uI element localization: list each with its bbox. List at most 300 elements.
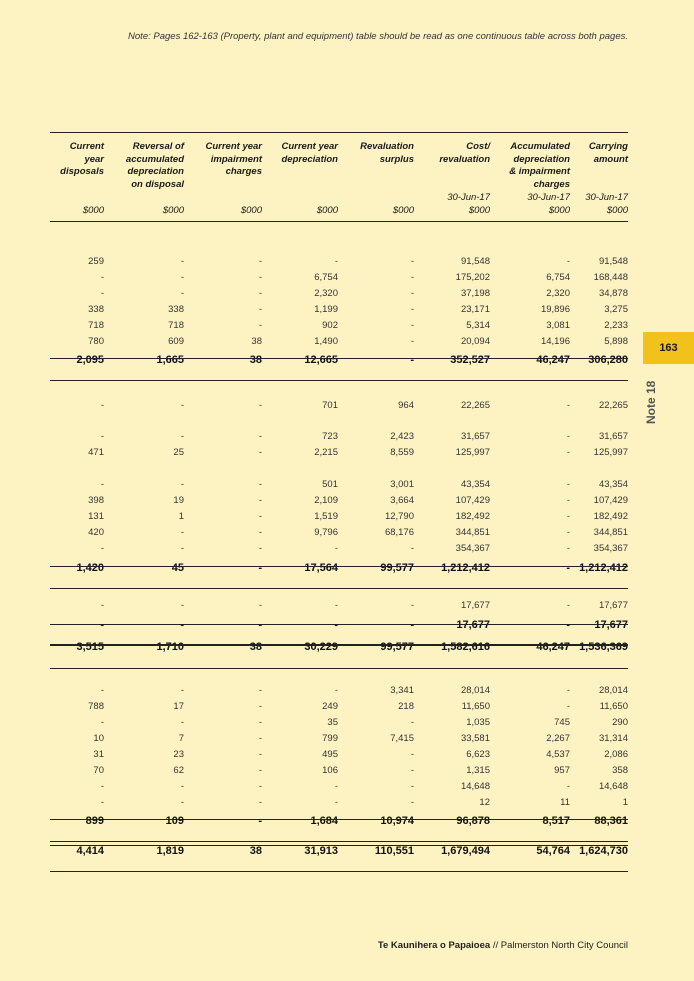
table-cell: 11,650 xyxy=(599,701,628,712)
table-row xyxy=(50,700,628,716)
table-cell: 88,361 xyxy=(594,815,628,827)
table-cell: 31,657 xyxy=(598,431,628,442)
table-cell: 2,109 xyxy=(314,495,338,506)
table-cell: 8,559 xyxy=(390,447,414,458)
column-unit: $000 xyxy=(392,205,414,216)
total-row xyxy=(50,354,628,370)
table-cell: 17,677 xyxy=(594,619,628,631)
table-cell: 1,212,412 xyxy=(441,562,490,574)
table-cell: - xyxy=(180,600,184,611)
table-cell: 1,582,616 xyxy=(441,641,490,653)
table-cell: 12,790 xyxy=(384,511,414,522)
note-side-label: Note 18 xyxy=(644,380,658,424)
table-cell: 354,367 xyxy=(455,543,490,554)
rule-line xyxy=(50,668,628,669)
page-note: Note: Pages 162-163 (Property, plant and equipment) table should be read as one continuous table across both pages. xyxy=(128,31,628,42)
table-cell: 22,265 xyxy=(460,400,490,411)
table-cell: - xyxy=(566,781,570,792)
table-cell: 31 xyxy=(93,749,104,760)
table-cell: 10,974 xyxy=(380,815,414,827)
table-cell: 17,677 xyxy=(460,600,490,611)
table-cell: 1,212,412 xyxy=(579,562,628,574)
total-row xyxy=(50,845,628,861)
table-cell: 28,014 xyxy=(598,685,628,696)
column-unit: $000 xyxy=(162,205,184,216)
table-cell: 5,314 xyxy=(466,320,490,331)
table-cell: - xyxy=(410,320,414,331)
table-cell: - xyxy=(566,447,570,458)
table-cell: 3,001 xyxy=(390,479,414,490)
table-cell: 338 xyxy=(88,304,104,315)
table-cell: - xyxy=(258,765,262,776)
table-cell: - xyxy=(566,619,570,631)
table-cell: 780 xyxy=(88,336,104,347)
table-cell: - xyxy=(180,717,184,728)
table-cell: 46,247 xyxy=(536,354,570,366)
table-cell: 745 xyxy=(554,717,570,728)
table-cell: 125,997 xyxy=(593,447,628,458)
table-cell: 125,997 xyxy=(455,447,490,458)
table-cell: 2,086 xyxy=(604,749,628,760)
table-cell: 2,320 xyxy=(314,288,338,299)
table-cell: - xyxy=(100,781,104,792)
table-cell: 964 xyxy=(398,400,414,411)
table-cell: - xyxy=(566,256,570,267)
table-cell: 1,624,730 xyxy=(579,845,628,857)
column-header-line: charges xyxy=(225,166,262,178)
table-cell: 23 xyxy=(173,749,184,760)
column-unit: $000 xyxy=(548,205,570,216)
table-cell: - xyxy=(566,495,570,506)
table-cell: 182,492 xyxy=(593,511,628,522)
table-cell: - xyxy=(100,288,104,299)
column-unit: $000 xyxy=(240,205,262,216)
table-cell: - xyxy=(410,272,414,283)
column-header xyxy=(184,141,262,179)
table-cell: 91,548 xyxy=(460,256,490,267)
table-cell: - xyxy=(180,527,184,538)
table-cell: 14,648 xyxy=(598,781,628,792)
table-cell: 344,851 xyxy=(593,527,628,538)
column-header xyxy=(412,141,490,166)
table-cell: 1,679,494 xyxy=(441,845,490,857)
table-cell: 1 xyxy=(178,511,184,522)
column-header-line: surplus xyxy=(379,153,414,165)
column-header-line: & impairment xyxy=(509,166,570,178)
table-cell: - xyxy=(100,600,104,611)
rule-line xyxy=(50,819,628,820)
table-cell: 106 xyxy=(322,765,338,776)
table-cell: 107,429 xyxy=(455,495,490,506)
ppe-table xyxy=(50,132,628,857)
table-cell: - xyxy=(258,543,262,554)
table-row xyxy=(50,335,628,351)
table-cell: 358 xyxy=(612,765,628,776)
table-cell: - xyxy=(258,304,262,315)
table-row xyxy=(50,494,628,510)
table-cell: 45 xyxy=(171,562,184,574)
table-cell: - xyxy=(258,256,262,267)
table-row xyxy=(50,510,628,526)
column-date: 30-Jun-17 xyxy=(527,192,570,203)
table-cell: 723 xyxy=(322,431,338,442)
rule-line xyxy=(50,871,628,872)
column-header xyxy=(26,141,104,179)
table-cell: 7 xyxy=(178,733,184,744)
table-cell: 34,878 xyxy=(598,288,628,299)
rule-line xyxy=(50,588,628,589)
table-cell: 17 xyxy=(173,701,184,712)
table-cell: - xyxy=(410,619,414,631)
table-cell: - xyxy=(180,685,184,696)
table-cell: - xyxy=(100,431,104,442)
table-row xyxy=(50,526,628,542)
column-unit: $000 xyxy=(82,205,104,216)
total-row xyxy=(50,815,628,831)
table-cell: 902 xyxy=(322,320,338,331)
table-cell: - xyxy=(258,600,262,611)
table-cell: 1,819 xyxy=(156,845,184,857)
table-cell: 701 xyxy=(322,400,338,411)
table-cell: - xyxy=(334,781,338,792)
table-cell: - xyxy=(566,431,570,442)
table-row xyxy=(50,732,628,748)
table-cell: - xyxy=(258,320,262,331)
table-cell: 718 xyxy=(168,320,184,331)
rule-line xyxy=(50,624,628,625)
table-cell: - xyxy=(180,619,184,631)
footer-council-name: Palmerston North City Council xyxy=(500,940,628,951)
total-row xyxy=(50,562,628,578)
table-cell: 290 xyxy=(612,717,628,728)
table-cell: 420 xyxy=(88,527,104,538)
column-header-line: Current xyxy=(69,141,104,152)
table-cell: 10 xyxy=(93,733,104,744)
table-cell: - xyxy=(410,717,414,728)
table-row xyxy=(50,319,628,335)
table-cell: - xyxy=(100,400,104,411)
table-cell: - xyxy=(258,527,262,538)
table-cell: 7,415 xyxy=(390,733,414,744)
table-cell: - xyxy=(258,562,262,574)
table-cell: 1,665 xyxy=(156,354,184,366)
column-header-line: year xyxy=(84,153,104,165)
table-row xyxy=(50,478,628,494)
table-cell: - xyxy=(258,495,262,506)
column-header-line: depreciation xyxy=(281,153,338,165)
table-cell: 31,314 xyxy=(598,733,628,744)
table-cell: - xyxy=(334,600,338,611)
table-cell: - xyxy=(566,701,570,712)
table-cell: - xyxy=(100,479,104,490)
table-row xyxy=(50,287,628,303)
table-cell: 19,896 xyxy=(540,304,570,315)
table-cell: 1,519 xyxy=(314,511,338,522)
table-cell: 3,515 xyxy=(76,641,104,653)
rule-line xyxy=(50,841,628,842)
table-cell: 2,320 xyxy=(546,288,570,299)
table-cell: 354,367 xyxy=(593,543,628,554)
rule-line xyxy=(50,380,628,381)
total-row xyxy=(50,619,628,635)
table-cell: 43,354 xyxy=(598,479,628,490)
table-cell: 1,199 xyxy=(314,304,338,315)
column-header-line: Carrying xyxy=(588,141,628,152)
table-cell: 1,420 xyxy=(76,562,104,574)
column-date: 30-Jun-17 xyxy=(447,192,490,203)
column-unit: $000 xyxy=(606,205,628,216)
table-row xyxy=(50,748,628,764)
table-cell: 398 xyxy=(88,495,104,506)
rule-line xyxy=(50,645,628,646)
table-cell: 12 xyxy=(479,797,490,808)
table-cell: 6,623 xyxy=(466,749,490,760)
column-header-line: depreciation xyxy=(513,153,570,165)
column-header-line: Reversal of xyxy=(132,141,184,152)
column-header-line: Cost/ xyxy=(466,141,490,152)
table-cell: 28,014 xyxy=(460,685,490,696)
table-cell: - xyxy=(258,749,262,760)
table-cell: 6,754 xyxy=(546,272,570,283)
table-cell: 788 xyxy=(88,701,104,712)
table-cell: - xyxy=(180,288,184,299)
table-row xyxy=(50,271,628,287)
table-cell: 17,564 xyxy=(304,562,338,574)
table-row xyxy=(50,542,628,558)
table-cell: - xyxy=(410,749,414,760)
table-cell: 30,229 xyxy=(304,641,338,653)
table-cell: - xyxy=(258,288,262,299)
table-cell: 35 xyxy=(327,717,338,728)
table-cell: 38 xyxy=(249,845,262,857)
table-cell: 4,414 xyxy=(76,845,104,857)
table-cell: - xyxy=(334,619,338,631)
column-header-line: impairment xyxy=(210,153,262,165)
column-header xyxy=(106,141,184,191)
table-cell: 3,341 xyxy=(390,685,414,696)
table-row xyxy=(50,446,628,462)
table-cell: 218 xyxy=(398,701,414,712)
table-row xyxy=(50,303,628,319)
table-cell: 131 xyxy=(88,511,104,522)
table-cell: - xyxy=(334,256,338,267)
table-cell: 14,648 xyxy=(460,781,490,792)
table-cell: 471 xyxy=(88,447,104,458)
table-cell: - xyxy=(258,701,262,712)
table-cell: 12,665 xyxy=(304,354,338,366)
table-cell: - xyxy=(410,354,414,366)
table-cell: - xyxy=(258,815,262,827)
table-cell: 46,247 xyxy=(536,641,570,653)
table-cell: - xyxy=(334,543,338,554)
column-header-line: charges xyxy=(533,178,570,190)
table-cell: 2,095 xyxy=(76,354,104,366)
table-cell: - xyxy=(410,543,414,554)
table-cell: - xyxy=(258,781,262,792)
table-cell: 1,315 xyxy=(466,765,490,776)
table-cell: - xyxy=(180,431,184,442)
table-row xyxy=(50,716,628,732)
table-cell: 344,851 xyxy=(455,527,490,538)
table-cell: - xyxy=(100,717,104,728)
table-cell: 107,429 xyxy=(593,495,628,506)
table-cell: 3,275 xyxy=(604,304,628,315)
page-footer xyxy=(378,940,628,951)
table-cell: 2,233 xyxy=(604,320,628,331)
table-cell: - xyxy=(180,543,184,554)
rule-line xyxy=(50,358,628,359)
table-cell: - xyxy=(566,511,570,522)
column-header-line: revaluation xyxy=(439,153,490,165)
table-cell: 91,548 xyxy=(598,256,628,267)
table-cell: 22,265 xyxy=(598,400,628,411)
table-cell: 38 xyxy=(251,336,262,347)
table-cell: 495 xyxy=(322,749,338,760)
column-unit: $000 xyxy=(468,205,490,216)
table-cell: - xyxy=(100,619,104,631)
table-cell: 99,577 xyxy=(380,562,414,574)
table-cell: - xyxy=(410,600,414,611)
table-cell: 38 xyxy=(249,641,262,653)
table-cell: - xyxy=(258,431,262,442)
table-cell: - xyxy=(258,447,262,458)
table-cell: 33,581 xyxy=(460,733,490,744)
column-header-line: amount xyxy=(593,153,628,165)
table-cell: - xyxy=(258,400,262,411)
table-cell: - xyxy=(100,685,104,696)
table-cell: 1,710 xyxy=(156,641,184,653)
table-cell: 899 xyxy=(85,815,104,827)
table-cell: 2,423 xyxy=(390,431,414,442)
table-cell: 70 xyxy=(93,765,104,776)
table-row xyxy=(50,430,628,446)
table-cell: - xyxy=(180,272,184,283)
table-cell: 1,035 xyxy=(466,717,490,728)
footer-separator: // xyxy=(490,940,501,951)
column-header-line: on disposal xyxy=(131,178,184,190)
table-cell: - xyxy=(100,543,104,554)
column-header-line: Accumulated xyxy=(510,141,570,152)
footer-org: Te Kaunihera o Papaioea xyxy=(377,940,491,951)
table-cell: 14,196 xyxy=(540,336,570,347)
table-cell: - xyxy=(258,619,262,631)
column-header-line: accumulated xyxy=(125,153,184,165)
table-row xyxy=(50,599,628,615)
table-cell: - xyxy=(334,797,338,808)
table-cell: 259 xyxy=(88,256,104,267)
table-cell: - xyxy=(566,543,570,554)
table-cell: 9,796 xyxy=(314,527,338,538)
table-cell: - xyxy=(566,479,570,490)
column-header-line: depreciation xyxy=(127,166,184,178)
table-cell: 109 xyxy=(165,815,184,827)
table-cell: 38 xyxy=(249,354,262,366)
table-cell: 6,754 xyxy=(314,272,338,283)
table-row xyxy=(50,796,628,812)
table-cell: - xyxy=(258,479,262,490)
table-cell: - xyxy=(258,685,262,696)
table-cell: 3,664 xyxy=(390,495,414,506)
table-cell: - xyxy=(180,256,184,267)
table-row xyxy=(50,780,628,796)
table-cell: - xyxy=(100,272,104,283)
column-date: 30-Jun-17 xyxy=(585,192,628,203)
rule-line xyxy=(50,566,628,567)
column-header-line: disposals xyxy=(60,166,104,178)
table-cell: 2,267 xyxy=(546,733,570,744)
table-cell: - xyxy=(566,562,570,574)
table-cell: - xyxy=(180,400,184,411)
table-cell: 37,198 xyxy=(460,288,490,299)
table-cell: - xyxy=(410,797,414,808)
table-cell: 338 xyxy=(168,304,184,315)
table-cell: 68,176 xyxy=(384,527,414,538)
table-cell: 8,517 xyxy=(542,815,570,827)
table-cell: - xyxy=(410,304,414,315)
column-header-line: Current year xyxy=(281,141,338,152)
column-unit: $000 xyxy=(316,205,338,216)
table-cell: 182,492 xyxy=(455,511,490,522)
table-cell: - xyxy=(566,600,570,611)
table-cell: 609 xyxy=(168,336,184,347)
table-cell: - xyxy=(180,797,184,808)
table-cell: 718 xyxy=(88,320,104,331)
table-cell: - xyxy=(410,765,414,776)
table-cell: - xyxy=(566,527,570,538)
table-cell: 11 xyxy=(560,797,570,808)
page-number-tab: 163 xyxy=(643,332,694,364)
rule-line xyxy=(50,845,628,846)
table-row xyxy=(50,399,628,415)
table-cell: - xyxy=(258,797,262,808)
table-cell: - xyxy=(258,733,262,744)
table-cell: 43,354 xyxy=(460,479,490,490)
table-cell: 19 xyxy=(173,495,184,506)
table-cell: - xyxy=(334,685,338,696)
column-header-line: Revaluation xyxy=(360,141,414,152)
table-cell: 99,577 xyxy=(380,641,414,653)
table-header xyxy=(50,133,628,222)
table-cell: 17,677 xyxy=(598,600,628,611)
table-row xyxy=(50,684,628,700)
table-cell: 5,898 xyxy=(604,336,628,347)
table-cell: 175,202 xyxy=(455,272,490,283)
table-cell: 23,171 xyxy=(460,304,490,315)
table-cell: - xyxy=(410,781,414,792)
table-cell: 1,684 xyxy=(310,815,338,827)
table-cell: - xyxy=(180,479,184,490)
table-cell: 501 xyxy=(322,479,338,490)
table-cell: - xyxy=(180,781,184,792)
table-cell: 11,650 xyxy=(461,701,490,712)
table-cell: 168,448 xyxy=(593,272,628,283)
table-cell: 1,536,369 xyxy=(579,641,628,653)
table-cell: - xyxy=(258,511,262,522)
table-cell: 352,527 xyxy=(450,354,490,366)
table-cell: - xyxy=(410,336,414,347)
column-header xyxy=(260,141,338,166)
table-cell: 957 xyxy=(554,765,570,776)
table-cell: 25 xyxy=(173,447,184,458)
table-cell: 1,490 xyxy=(314,336,338,347)
column-header xyxy=(336,141,414,166)
table-cell: 306,280 xyxy=(588,354,628,366)
table-cell: 62 xyxy=(173,765,184,776)
table-cell: 17,677 xyxy=(456,619,490,631)
table-cell: 31,657 xyxy=(460,431,490,442)
table-cell: - xyxy=(258,272,262,283)
table-cell: - xyxy=(566,685,570,696)
